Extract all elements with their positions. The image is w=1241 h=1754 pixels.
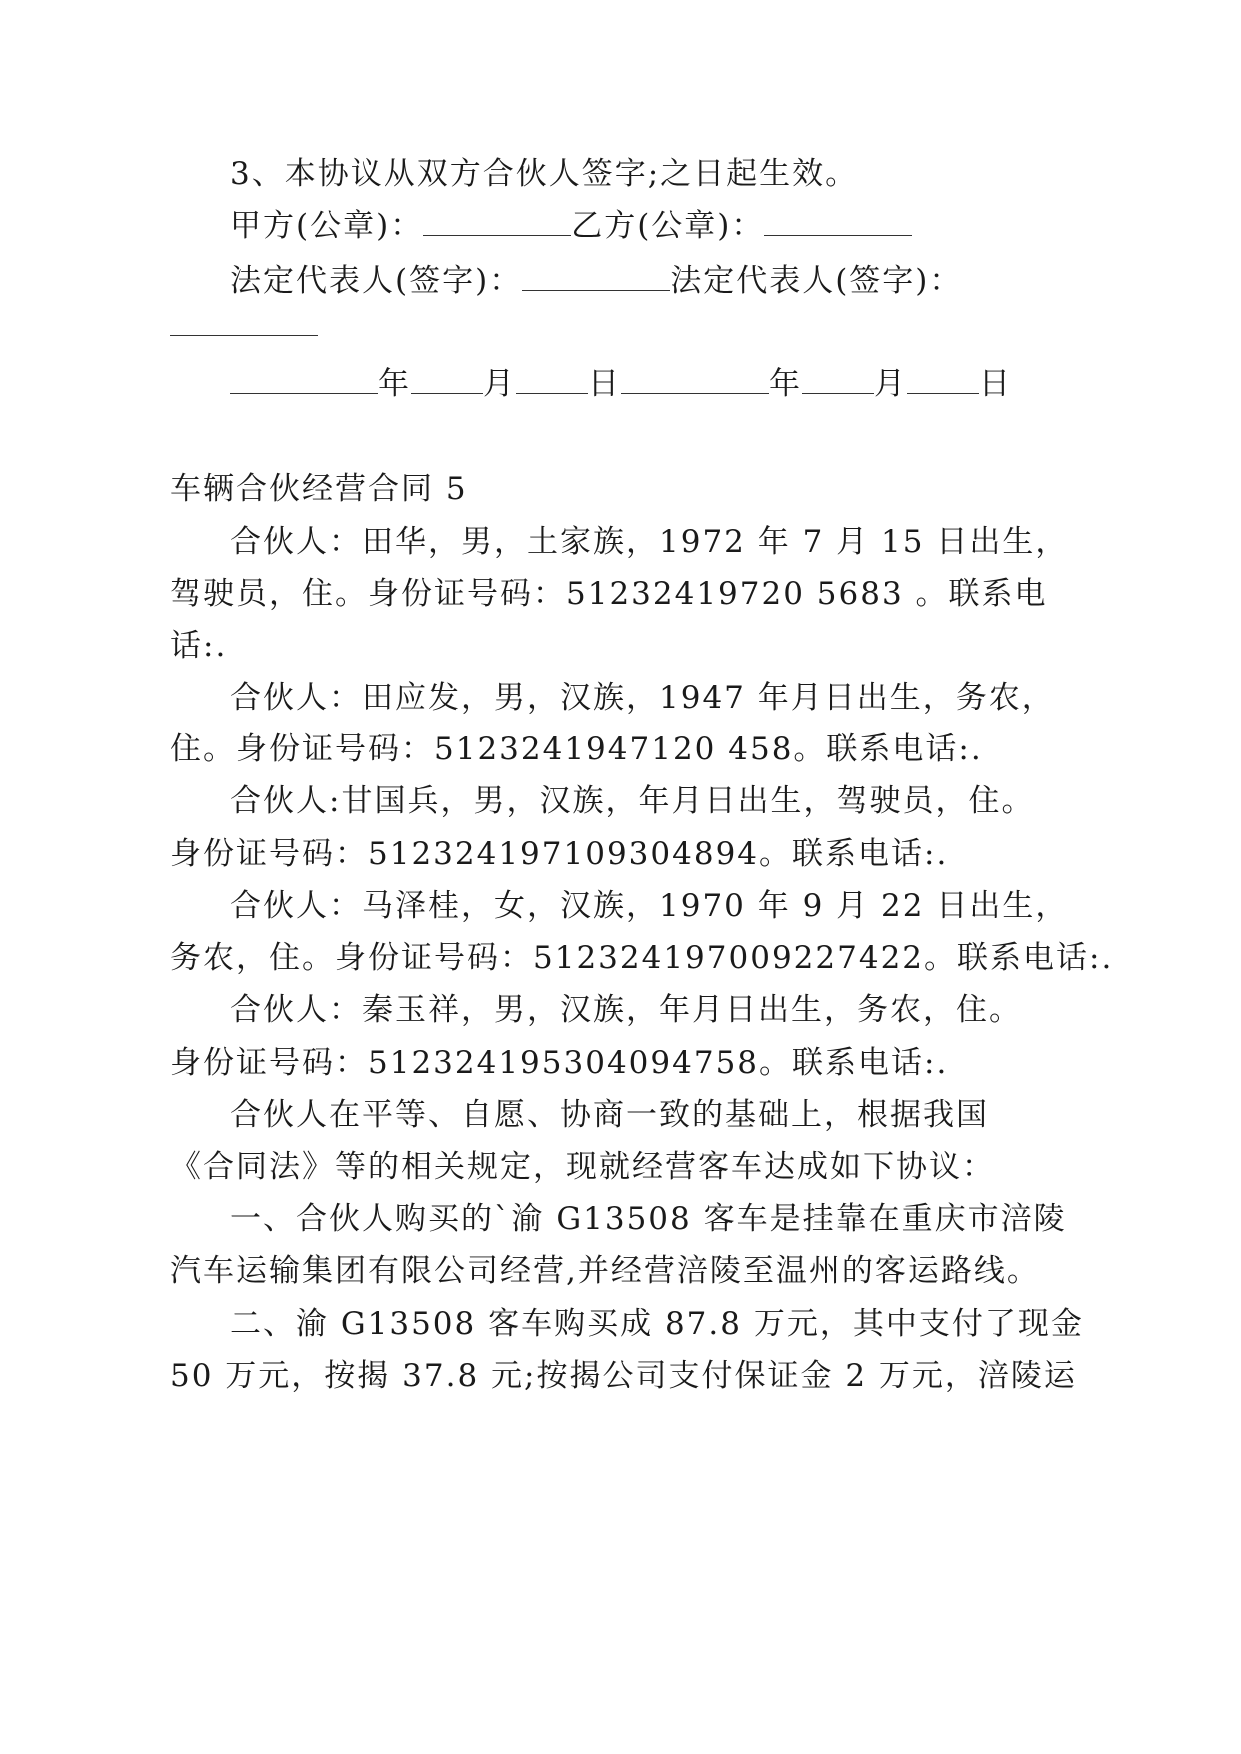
paragraph-line: 合伙人:甘国兵，男，汉族，年月日出生，驾驶员，住。: [230, 783, 1035, 819]
signature-rep-line: [230, 255, 962, 300]
month-a-blank: [411, 369, 483, 394]
month-b-label: 月: [874, 366, 907, 402]
paragraph-line: 《合同法》等的相关规定，现就经营客车达成如下协议：: [170, 1149, 995, 1185]
rep-b-blank-line: [170, 308, 318, 344]
paragraph-line: 务农，住。身份证号码：512324197009227422。联系电话:.: [170, 940, 1114, 976]
rep-a-label: 法定代表人(签字)：: [230, 263, 523, 299]
party-b-label: 乙方(公章)：: [571, 208, 765, 244]
party-a-label: 甲方(公章)：: [230, 208, 424, 244]
contract-title: 车辆合伙经营合同 5: [170, 471, 468, 507]
date-line: [230, 358, 1012, 403]
paragraph-line: 身份证号码：512324195304094758。联系电话:.: [170, 1045, 949, 1081]
year-a-blank: [230, 369, 378, 394]
paragraph-line: 汽车运输集团有限公司经营,并经营涪陵至温州的客运路线。: [170, 1253, 1040, 1289]
clause-3: 3、本协议从双方合伙人签字;之日起生效。: [230, 156, 859, 192]
party-a-blank: [423, 211, 571, 236]
paragraph-line: 住。身份证号码：5123241947120 458。联系电话:.: [170, 731, 983, 767]
year-b-blank: [621, 369, 769, 394]
signature-party-line: [230, 200, 912, 245]
rep-b-label: 法定代表人(签字)：: [670, 263, 963, 299]
month-a-label: 月: [483, 366, 516, 402]
paragraph-line: 合伙人：秦玉祥，男，汉族，年月日出生，务农，住。: [230, 992, 1022, 1028]
paragraph-line: 合伙人在平等、自愿、协商一致的基础上，根据我国: [230, 1097, 989, 1133]
day-a-label: 日: [588, 366, 621, 402]
paragraph-line: 驾驶员，住。身份证号码：51232419720 5683 。联系电: [170, 576, 1048, 612]
paragraph-line: 合伙人：马泽桂，女，汉族，1970 年 9 月 22 日出生，: [230, 888, 1069, 924]
day-b-label: 日: [979, 366, 1012, 402]
paragraph-line: 合伙人：田应发，男，汉族，1947 年月日出生，务农，: [230, 680, 1055, 716]
year-b-label: 年: [769, 366, 802, 402]
month-b-blank: [802, 369, 874, 394]
rep-b-blank: [170, 311, 318, 336]
rep-a-blank: [522, 266, 670, 291]
year-a-label: 年: [378, 366, 411, 402]
day-b-blank: [907, 369, 979, 394]
party-b-blank: [764, 211, 912, 236]
paragraph-line: 身份证号码：512324197109304894。联系电话:.: [170, 836, 949, 872]
paragraph-line: 50 万元，按揭 37.8 元;按揭公司支付保证金 2 万元，涪陵运: [170, 1358, 1077, 1394]
paragraph-line: 合伙人：田华，男，土家族，1972 年 7 月 15 日出生，: [230, 524, 1069, 560]
paragraph-line: 话:.: [170, 628, 228, 664]
day-a-blank: [516, 369, 588, 394]
paragraph-line: 一、合伙人购买的`渝 G13508 客车是挂靠在重庆市涪陵: [230, 1201, 1067, 1237]
paragraph-line: 二、渝 G13508 客车购买成 87.8 万元，其中支付了现金: [230, 1306, 1084, 1342]
